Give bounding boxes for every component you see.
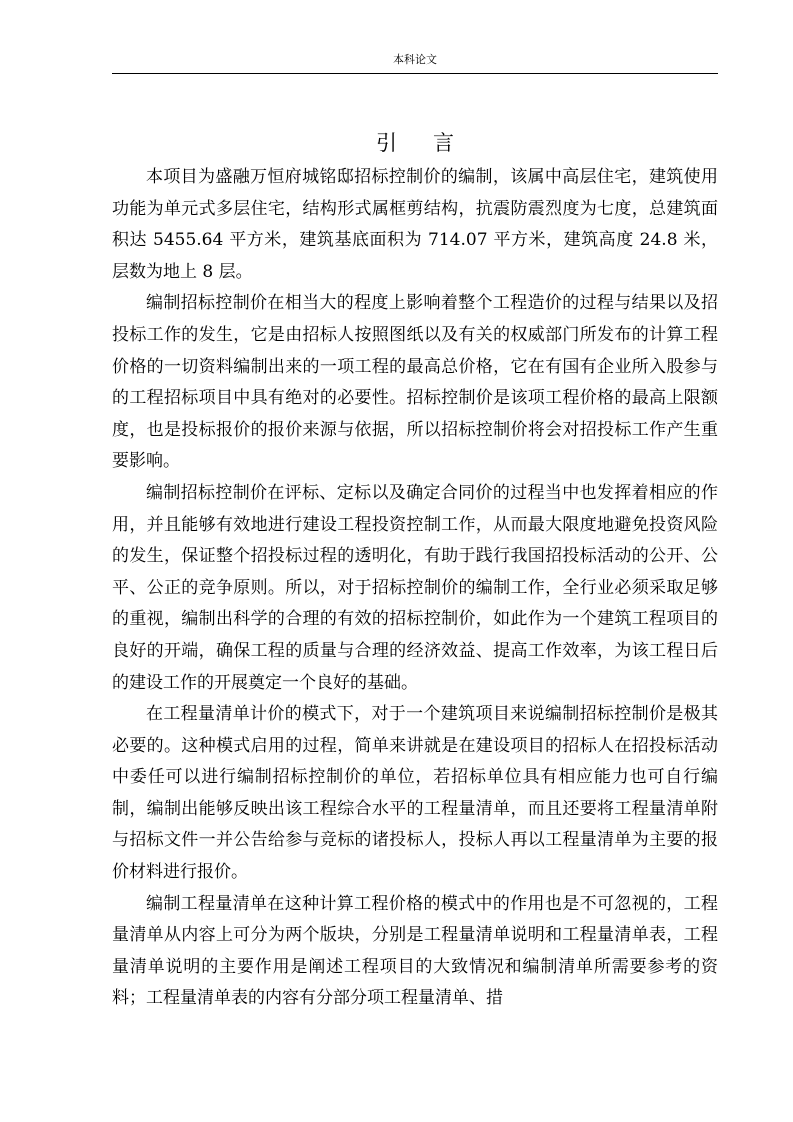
paragraph-1: 本项目为盛融万恒府城铭邸招标控制价的编制，该属中高层住宅，建筑使用功能为单元式多层住宅，结构形式属框剪结构，抗震防震烈度为七度，总建筑面积达 5455.64 平方米，建筑基底面积为 714.07 平方米，建筑高度 24.8 米，层数为地上 8 层。: [112, 167, 718, 282]
header-rule: [112, 73, 718, 74]
paragraph-5: 编制工程量清单在这种计算工程价格的模式中的作用也是不可忽视的，工程量清单从内容上可分为两个版块，分别是工程量清单说明和工程量清单表，工程量清单说明的主要作用是阐述工程项目的大致情况和编制清单所需要参考的资料；工程量清单表的内容有分部分项工程量清单、措: [112, 893, 718, 1009]
running-header: 本科论文: [393, 53, 437, 66]
paragraph-2: 编制招标控制价在相当大的程度上影响着整个工程造价的过程与结果以及招投标工作的发生，它是由招标人按照图纸以及有关的权威部门所发布的计算工程价格的一切资料编制出来的一项工程的最高总价格，它在有国有企业所入股参与的工程招标项目中具有绝对的必要性。招标控制价是该项工程价格的最高上限额度，也是投标报价的报价来源与依据，所以招标控制价将会对招投标工作产生重要影响。: [112, 293, 718, 472]
paragraph-3: 编制招标控制价在评标、定标以及确定合同价的过程当中也发挥着相应的作用，并且能够有效地进行建设工程投资控制工作，从而最大限度地避免投资风险的发生，保证整个招投标过程的透明化，有助于践行我国招投标活动的公开、公平、公正的竞争原则。所以，对于招标控制价的编制工作，全行业必须采取足够的重视，编制出科学的合理的有效的招标控制价，如此作为一个建筑工程项目的良好的开端，确保工程的质量与合理的经济效益、提高工作效率，为该工程日后的建设工作的开展奠定一个良好的基础。: [112, 482, 718, 693]
body-text: [112, 162, 718, 1015]
paragraph-4: 在工程量清单计价的模式下，对于一个建筑项目来说编制招标控制价是极其必要的。这种模式启用的过程，简单来讲就是在建设项目的招标人在招投标活动中委任可以进行编制招标控制价的单位，若招标单位具有相应能力也可自行编制，编制出能够反映出该工程综合水平的工程量清单，而且还要将工程量清单附与招标文件一并公告给参与竞标的诸投标人，投标人再以工程量清单为主要的报价材料进行报价。: [112, 704, 718, 883]
section-title: 引言: [376, 131, 490, 155]
